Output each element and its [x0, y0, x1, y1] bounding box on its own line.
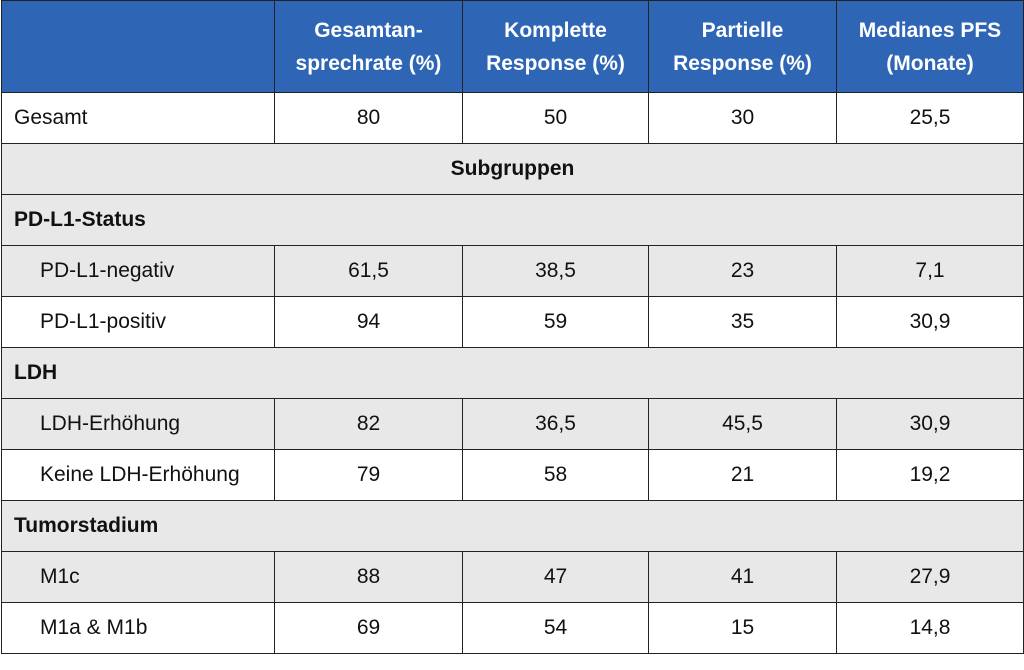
cell-value: 30,9	[837, 399, 1024, 450]
section-heading-ldh	[2, 348, 1024, 399]
cell-value: 54	[463, 603, 649, 654]
cell-value: 50	[463, 93, 649, 144]
table-row	[2, 399, 1024, 450]
section-title: LDH	[2, 348, 1024, 399]
cell-value: 30,9	[837, 297, 1024, 348]
cell-value: 41	[649, 552, 837, 603]
cell-value: 35	[649, 297, 837, 348]
cell-value: 94	[275, 297, 463, 348]
row-label: LDH-Erhöhung	[2, 399, 275, 450]
cell-value: 23	[649, 246, 837, 297]
cell-value: 88	[275, 552, 463, 603]
cell-value: 27,9	[837, 552, 1024, 603]
cell-value: 25,5	[837, 93, 1024, 144]
cell-value: 61,5	[275, 246, 463, 297]
row-label: PD-L1-negativ	[2, 246, 275, 297]
cell-value: 7,1	[837, 246, 1024, 297]
table-row	[2, 603, 1024, 654]
header-gesamtansprechrate: Gesamtan- sprechrate (%)	[275, 1, 463, 93]
header-partielle-response: Partielle Response (%)	[649, 1, 837, 93]
header-corner	[2, 1, 275, 93]
row-label: PD-L1-positiv	[2, 297, 275, 348]
table-row	[2, 450, 1024, 501]
results-table	[1, 0, 1024, 654]
cell-value: 58	[463, 450, 649, 501]
row-label: M1a & M1b	[2, 603, 275, 654]
cell-value: 19,2	[837, 450, 1024, 501]
table-row	[2, 297, 1024, 348]
subgroups-title: Subgruppen	[2, 144, 1024, 195]
cell-value: 14,8	[837, 603, 1024, 654]
cell-value: 15	[649, 603, 837, 654]
row-label: Keine LDH-Erhöhung	[2, 450, 275, 501]
section-heading-pd-l1	[2, 195, 1024, 246]
section-title: Tumorstadium	[2, 501, 1024, 552]
cell-value: 59	[463, 297, 649, 348]
row-gesamt	[2, 93, 1024, 144]
cell-value: 79	[275, 450, 463, 501]
header-komplette-response: Komplette Response (%)	[463, 1, 649, 93]
cell-value: 47	[463, 552, 649, 603]
cell-value: 38,5	[463, 246, 649, 297]
section-title: PD-L1-Status	[2, 195, 1024, 246]
cell-value: 30	[649, 93, 837, 144]
cell-value: 45,5	[649, 399, 837, 450]
header-row	[2, 1, 1024, 93]
row-label: Gesamt	[2, 93, 275, 144]
table-row	[2, 246, 1024, 297]
header-medianes-pfs: Medianes PFS (Monate)	[837, 1, 1024, 93]
cell-value: 80	[275, 93, 463, 144]
cell-value: 82	[275, 399, 463, 450]
row-subgroups-heading	[2, 144, 1024, 195]
cell-value: 21	[649, 450, 837, 501]
row-label: M1c	[2, 552, 275, 603]
cell-value: 36,5	[463, 399, 649, 450]
section-heading-tumorstadium	[2, 501, 1024, 552]
table-row	[2, 552, 1024, 603]
cell-value: 69	[275, 603, 463, 654]
